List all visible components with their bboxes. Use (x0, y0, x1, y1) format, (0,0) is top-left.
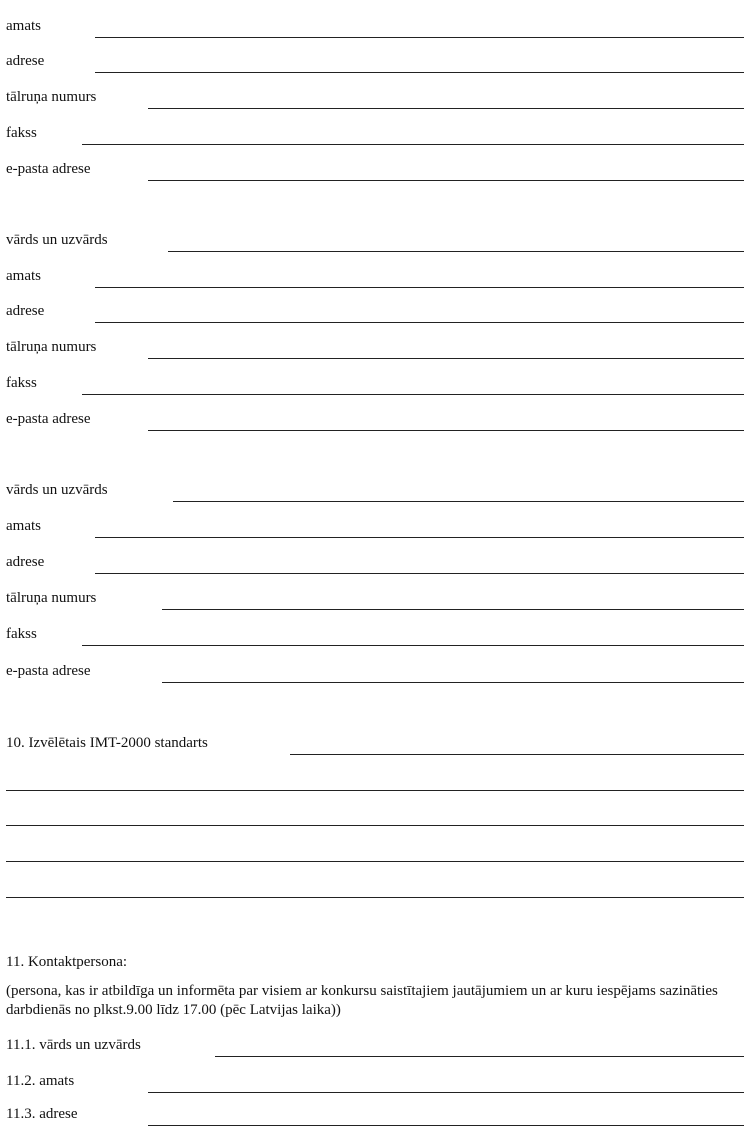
fill-line[interactable] (82, 645, 744, 646)
fill-line[interactable] (95, 322, 744, 323)
field-label: 11.1. vārds un uzvārds (6, 1037, 141, 1053)
field-fakss-1 (0, 123, 750, 145)
field-fakss-3 (0, 624, 750, 646)
fill-line[interactable] (148, 108, 744, 109)
field-contact-adrese (0, 1104, 750, 1126)
field-label: amats (6, 18, 41, 34)
fill-line[interactable] (148, 180, 744, 181)
blank-line[interactable] (6, 861, 744, 862)
fill-line[interactable] (95, 72, 744, 73)
field-epasts-3 (0, 661, 750, 683)
fill-line[interactable] (95, 37, 744, 38)
fill-line[interactable] (148, 430, 744, 431)
field-label: fakss (6, 125, 37, 141)
field-label: tālruņa numurs (6, 89, 97, 105)
field-label: amats (6, 518, 41, 534)
section-11-note: (persona, kas ir atbildīga un informēta par visiem ar konkursu saistītajiem jautājumiem un ar kuru iespējams sazināties darbdienās no plkst.9.00 līdz 17.00 (pēc Latvijas laika)) (6, 983, 718, 1018)
section-11-heading: 11. Kontaktpersona: (6, 954, 128, 970)
blank-line[interactable] (6, 790, 744, 791)
field-adrese-1 (0, 51, 750, 73)
field-label: e-pasta adrese (6, 161, 91, 177)
fill-line[interactable] (148, 1125, 744, 1126)
field-label: fakss (6, 375, 37, 391)
field-amats-1 (0, 16, 750, 38)
field-talrunis-3 (0, 588, 750, 610)
fill-line[interactable] (95, 573, 744, 574)
field-adrese-2 (0, 301, 750, 323)
fill-line[interactable] (95, 287, 744, 288)
fill-line[interactable] (95, 537, 744, 538)
field-label: adrese (6, 554, 45, 570)
field-talrunis-2 (0, 337, 750, 359)
field-contact-name (0, 1035, 750, 1057)
field-label: 11.3. adrese (6, 1106, 78, 1122)
field-fakss-2 (0, 373, 750, 395)
fill-line[interactable] (82, 144, 744, 145)
section-10-label: 10. Izvēlētais IMT-2000 standarts (6, 735, 208, 751)
field-talrunis-1 (0, 87, 750, 109)
fill-line[interactable] (148, 358, 744, 359)
field-label: vārds un uzvārds (6, 232, 108, 248)
field-label: adrese (6, 53, 45, 69)
fill-line[interactable] (148, 1092, 744, 1093)
field-label: tālruņa numurs (6, 590, 97, 606)
field-label: vārds un uzvārds (6, 482, 108, 498)
field-vards-2 (0, 230, 750, 252)
field-label: fakss (6, 626, 37, 642)
field-label: adrese (6, 303, 45, 319)
fill-line[interactable] (173, 501, 744, 502)
field-label: tālruņa numurs (6, 339, 97, 355)
fill-line[interactable] (82, 394, 744, 395)
field-epasts-1 (0, 159, 750, 181)
fill-line[interactable] (162, 609, 744, 610)
blank-line[interactable] (6, 825, 744, 826)
field-label: e-pasta adrese (6, 663, 91, 679)
field-label: e-pasta adrese (6, 411, 91, 427)
fill-line[interactable] (168, 251, 744, 252)
field-adrese-3 (0, 552, 750, 574)
field-vards-3 (0, 480, 750, 502)
field-label: amats (6, 268, 41, 284)
field-label: 11.2. amats (6, 1073, 75, 1089)
field-amats-3 (0, 516, 750, 538)
fill-line[interactable] (215, 1056, 744, 1057)
field-imt-standard (0, 733, 750, 755)
field-epasts-2 (0, 409, 750, 431)
field-amats-2 (0, 266, 750, 288)
fill-line[interactable] (162, 682, 744, 683)
field-contact-amats (0, 1071, 750, 1093)
fill-line[interactable] (290, 754, 744, 755)
blank-line[interactable] (6, 897, 744, 898)
